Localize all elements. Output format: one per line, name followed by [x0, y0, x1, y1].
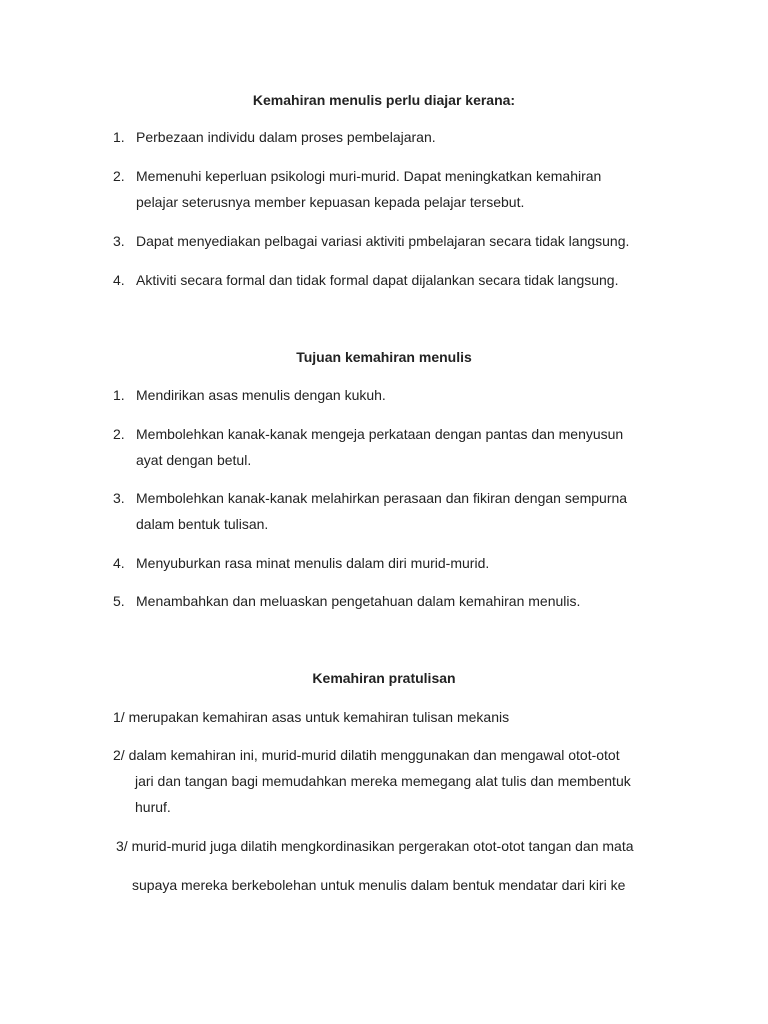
list-item-text: Mendirikan asas menulis dengan kukuh.: [136, 387, 386, 403]
list-number: 4.: [113, 272, 125, 288]
paragraph-line: 2/ dalam kemahiran ini, murid-murid dilatih menggunakan dan mengawal otot-otot: [113, 747, 620, 763]
list-item-text: Perbezaan individu dalam proses pembelajaran.: [136, 129, 436, 145]
paragraph-line: huruf.: [135, 799, 171, 815]
list-item-text: Menambahkan dan meluaskan pengetahuan dalam kemahiran menulis.: [136, 593, 581, 609]
list-item-text: dalam bentuk tulisan.: [136, 516, 269, 532]
list-number: 1.: [113, 129, 125, 145]
list-number: 3.: [113, 490, 125, 506]
list-item-text: ayat dengan betul.: [136, 452, 252, 468]
list-number: 5.: [113, 593, 125, 609]
list-number: 2.: [113, 426, 125, 442]
list-item-text: Menyuburkan rasa minat menulis dalam diri murid-murid.: [136, 555, 490, 571]
paragraph-line: supaya mereka berkebolehan untuk menulis dalam bentuk mendatar dari kiri ke: [132, 877, 626, 893]
list-item-text: Memenuhi keperluan psikologi muri-murid. Dapat meningkatkan kemahiran: [136, 168, 602, 184]
section-heading-pratulisan: Kemahiran pratulisan: [312, 670, 456, 686]
paragraph-line: 3/ murid-murid juga dilatih mengkordinasikan pergerakan otot-otot tangan dan mata: [116, 838, 634, 854]
section-heading-tujuan: Tujuan kemahiran menulis: [296, 349, 472, 365]
list-number: 1.: [113, 387, 125, 403]
list-item-text: pelajar seterusnya member kepuasan kepada pelajar tersebut.: [136, 194, 525, 210]
list-item-text: Dapat menyediakan pelbagai variasi aktiviti pmbelajaran secara tidak langsung.: [136, 233, 630, 249]
list-number: 2.: [113, 168, 125, 184]
list-number: 4.: [113, 555, 125, 571]
paragraph-line: 1/ merupakan kemahiran asas untuk kemahiran tulisan mekanis: [113, 709, 510, 725]
list-item-text: Membolehkan kanak-kanak mengeja perkataan dengan pantas dan menyusun: [136, 426, 624, 442]
list-item-text: Membolehkan kanak-kanak melahirkan perasaan dan fikiran dengan sempurna: [136, 490, 628, 506]
section-heading-kemahiran-menulis: Kemahiran menulis perlu diajar kerana:: [252, 92, 516, 108]
list-item-text: Aktiviti secara formal dan tidak formal dapat dijalankan secara tidak langsung.: [136, 272, 619, 288]
paragraph-line: jari dan tangan bagi memudahkan mereka memegang alat tulis dan membentuk: [135, 773, 631, 789]
list-number: 3.: [113, 233, 125, 249]
